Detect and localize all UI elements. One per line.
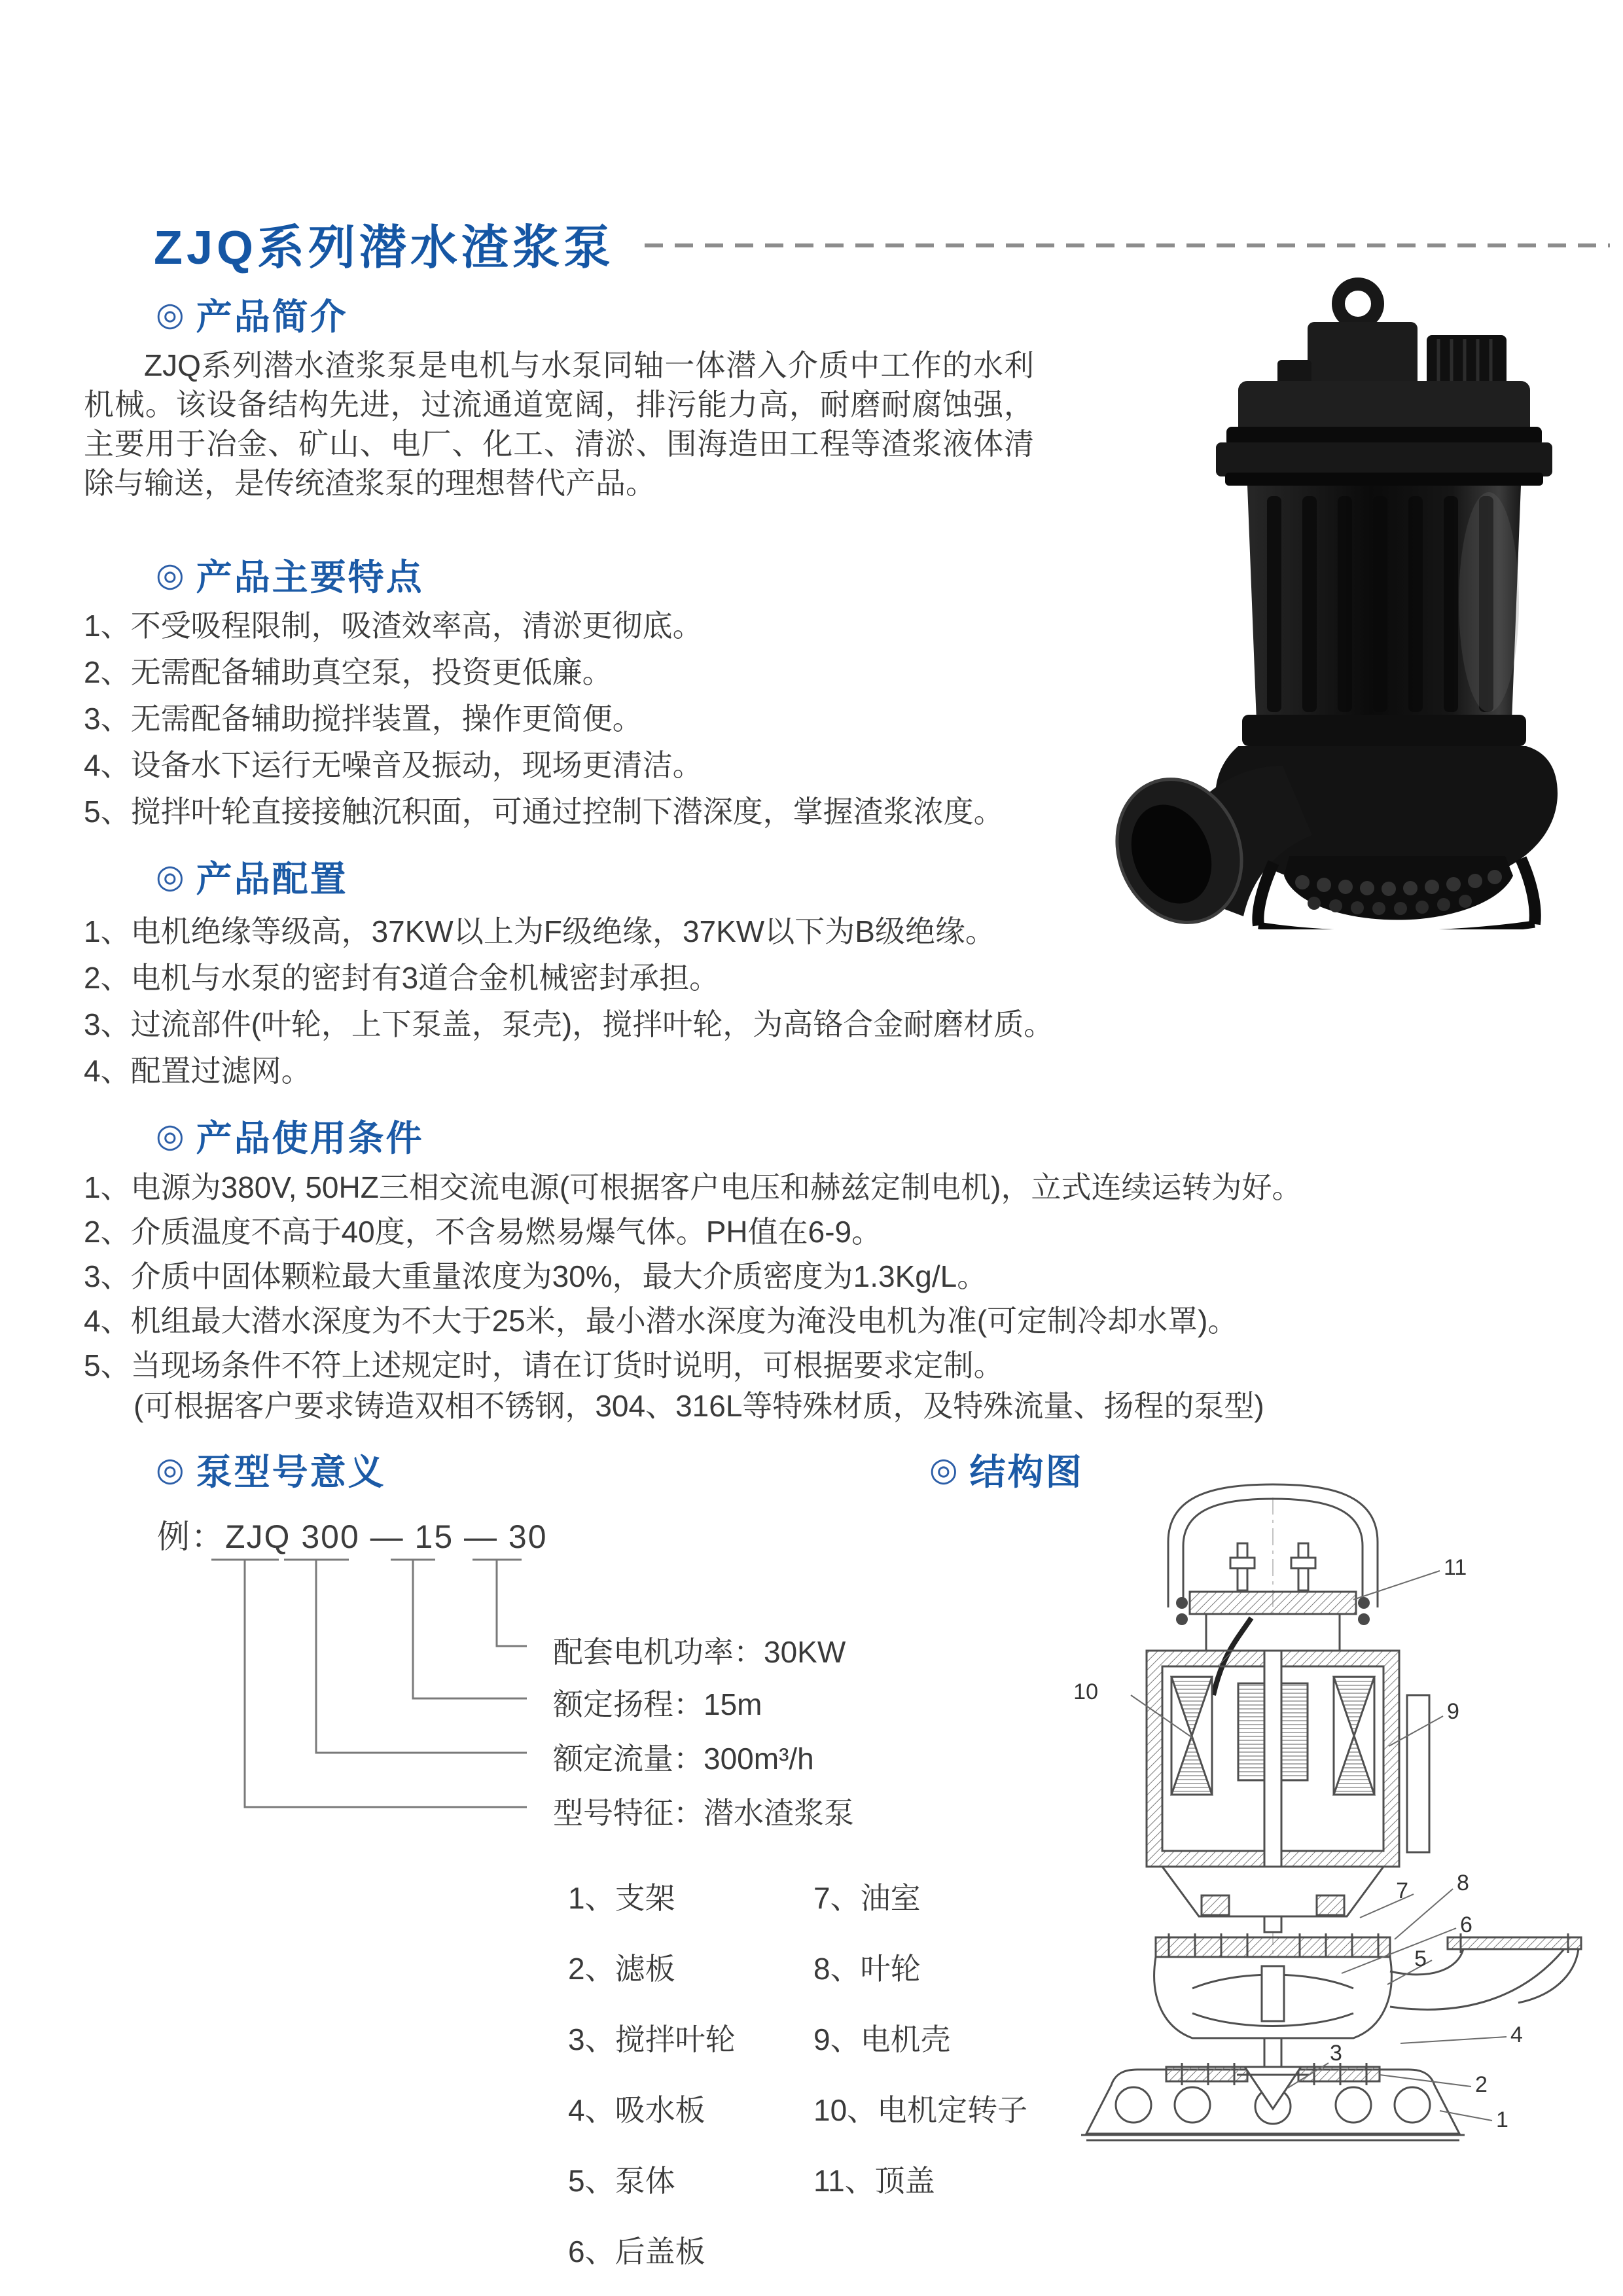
flange-ring [1216, 442, 1552, 476]
list-item: 3、介质中固体颗粒最大重量浓度为30%，最大介质密度为1.3Kg/L。 [84, 1259, 988, 1293]
list-item: 3、过流部件(叶轮，上下泵盖，泵壳)，搅拌叶轮，为高铬合金耐磨材质。 [84, 1007, 1054, 1041]
callout-8: 8 [1457, 1871, 1469, 1895]
callout-7: 7 [1396, 1878, 1408, 1903]
list-item: 4、设备水下运行无噪音及振动，现场更清洁。 [84, 748, 703, 782]
list-item: 2、无需配备辅助真空泵，投资更低廉。 [84, 655, 613, 689]
section-heading-conditions [156, 1109, 424, 1161]
section-marker-icon: ◎ [156, 1450, 185, 1488]
section-heading-label: 产品配置 [196, 859, 348, 899]
list-item: 1、不受吸程限制，吸渣效率高，清淤更彻底。 [84, 609, 703, 643]
parts-list-column-2 [813, 1863, 1027, 2216]
part-item: 3、搅拌叶轮 [568, 2022, 736, 2056]
part-item: 7、油室 [813, 1881, 921, 1915]
callout-9: 9 [1447, 1699, 1459, 1724]
features-list [84, 603, 1004, 835]
section-heading-features [156, 548, 424, 600]
connector-flow [316, 1560, 527, 1753]
callout-2: 2 [1475, 2072, 1488, 2097]
list-item: 2、介质温度不高于40度，不含易燃易爆气体。PH值在6-9。 [84, 1215, 882, 1249]
model-connector-diagram [196, 1551, 563, 1826]
model-label-head: 额定扬程：15m [553, 1687, 762, 1721]
list-item: 5、搅拌叶轮直接接触沉积面，可通过控制下潜深度，掌握渣浆浓度。 [84, 795, 1004, 829]
section-heading-label: 产品简介 [196, 296, 348, 337]
callout-11: 11 [1444, 1555, 1467, 1580]
connector-head [413, 1560, 527, 1698]
section-marker-icon: ◎ [156, 857, 185, 895]
part-item: 1、支架 [568, 1881, 675, 1915]
top-cover-plate [1190, 1592, 1356, 1614]
conditions-list [84, 1165, 1302, 1388]
lower-collar [1242, 715, 1526, 746]
callout-6: 6 [1460, 1912, 1472, 1937]
callout-5: 5 [1414, 1946, 1427, 1971]
oil-chamber-bracket [1162, 1867, 1383, 1916]
pump-cover-plate [1156, 1937, 1390, 1957]
list-item: 1、电机绝缘等级高，37KW以上为F级绝缘，37KW以下为B级绝缘。 [84, 914, 995, 948]
discharge-duct [1390, 1933, 1581, 2009]
part-item: 4、吸水板 [568, 2093, 705, 2127]
list-item: 1、电源为380V, 50HZ三相交流电源(可根据客户电压和赫兹定制电机)，立式连续运转为好。 [84, 1170, 1302, 1204]
top-cap-block [1308, 322, 1418, 387]
junction-box [1206, 1614, 1340, 1651]
parts-list-column-1 [568, 1863, 736, 2287]
product-photo [1086, 262, 1597, 929]
model-label-flow: 额定流量：300m³/h [553, 1742, 814, 1776]
part-item: 11、顶盖 [813, 2164, 935, 2198]
callout-10: 10 [1073, 1679, 1098, 1704]
section-marker-icon: ◎ [156, 295, 185, 332]
support-leg-right [1521, 859, 1535, 924]
callout-4: 4 [1510, 2022, 1523, 2047]
section-heading-config [156, 850, 348, 902]
section-marker-icon: ◎ [156, 1117, 185, 1154]
page-title: ZJQ系列潜水渣浆泵 [154, 222, 615, 274]
connector-power [497, 1560, 527, 1646]
foot-ring [1258, 924, 1535, 929]
list-item: 2、电机与水泵的密封有3道合金机械密封承担。 [84, 961, 720, 995]
model-example-code: 例：ZJQ 300 — 15 — 30 [157, 1518, 548, 1555]
callout-1: 1 [1496, 2108, 1508, 2132]
part-item: 10、电机定转子 [813, 2093, 1028, 2127]
structure-drawing [1021, 1479, 1623, 2147]
list-item: 5、当现场条件不符上述规定时，请在订货时说明，可根据要求定制。 [84, 1348, 1004, 1382]
part-item: 2、滤板 [568, 1952, 675, 1986]
list-item: 3、无需配备辅助搅拌装置，操作更简便。 [84, 702, 643, 736]
section-heading-label: 产品主要特点 [196, 557, 424, 598]
part-item: 6、后盖板 [568, 2234, 705, 2269]
model-label-type: 型号特征：潜水渣浆泵 [553, 1796, 854, 1830]
title-dashed-divider [645, 243, 1610, 247]
conditions-note: (可根据客户要求铸造双相不锈钢，304、316L等特殊材质，及特殊流量、扬程的泵型) [134, 1389, 1264, 1423]
section-heading-label: 泵型号意义 [196, 1452, 386, 1492]
part-item: 5、泵体 [568, 2164, 675, 2198]
callout-3: 3 [1330, 2041, 1342, 2066]
model-label-power: 配套电机功率：30KW [553, 1635, 846, 1669]
part-item: 9、电机壳 [813, 2022, 951, 2056]
section-heading-intro [156, 288, 348, 340]
part-item: 8、叶轮 [813, 1952, 921, 1986]
section-heading-model [156, 1443, 386, 1495]
config-list [84, 908, 1054, 1094]
list-item: 4、机组最大潜水深度为不大于25米，最小潜水深度为淹没电机为准(可定制冷却水罩)。 [84, 1304, 1238, 1338]
section-heading-label: 产品使用条件 [196, 1118, 424, 1158]
lifting-eye [1338, 284, 1378, 323]
side-conduit [1407, 1695, 1429, 1852]
section-marker-icon: ◎ [929, 1450, 958, 1488]
list-item: 4、配置过滤网。 [84, 1054, 312, 1088]
pump-photo-drawing [1096, 284, 1558, 929]
intro-paragraph: ZJQ系列潜水渣浆泵是电机与水泵同轴一体潜入介质中工作的水利机械。该设备结构先进，过流通道宽阔，排污能力高，耐磨耐腐蚀强，主要用于冶金、矿山、电厂、化工、清淤、围海造田工程等渣浆液体清除与输送，是传统渣浆泵的理想替代产品。 [84, 348, 1034, 500]
section-marker-icon: ◎ [156, 556, 185, 593]
section-heading-label: 结构图 [969, 1452, 1084, 1492]
connector-type [245, 1560, 527, 1807]
